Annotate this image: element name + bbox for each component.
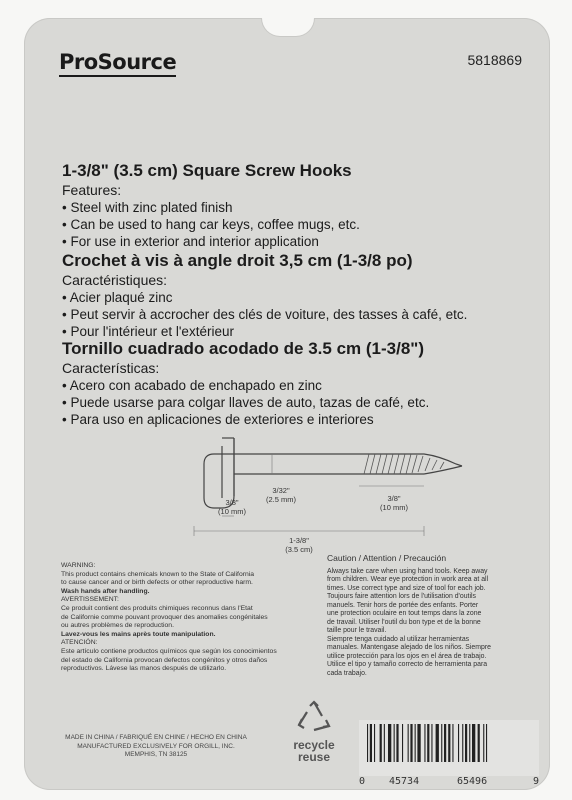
upc-barcode: 0 45734 65496 9 [359,720,539,776]
feature-item: • Peut servir à accrocher des clés de voiture, des tasses à café, etc. [62,307,468,322]
french-section [62,250,522,340]
barcode-bar [424,724,425,762]
barcode-bar [472,724,475,762]
caution-title: Caution / Attention / Precaución [327,553,447,563]
dim-length: 1-3/8" (3.5 cm) [285,536,313,554]
title-fr: Crochet à vis à angle droit 3,5 cm (1-3/8 po) [62,251,413,270]
barcode-bar [417,724,420,762]
recycle-icon [296,700,332,734]
feature-item: • Pour l'intérieur et l'extérieur [62,324,234,339]
barcode-bar [384,724,385,762]
feature-item: • Can be used to hang car keys, coffee mugs, etc. [62,217,360,232]
title-en: 1-3/8" (3.5 cm) Square Screw Hooks [62,161,352,180]
caution-text: Caution / Attention / Precaución Always take care when using hand tools. Keep away from children. Wear eye protection in work area at all times. Use correct type and size of tool for each job. Toujours faire attention lors de l'utilisation d'outils manuels. Tenir hors de portée des enfants. Porter une protection oculaire en tout temps dans la zone de travail. Utiliser l'outil du bon type et de la bonne taille pour le travail. Siempre tenga cuidado al utilizar herramientas manuales. Mantengase alejado de los niños. Siempre utilice protección para los ojos en el área de trabajo. Utilice el tipo y tamaño correcto de herramienta para cada trabajo. [327,554,537,678]
barcode-bar [408,724,409,762]
barcode-bars [365,724,533,762]
barcode-bar [486,724,487,762]
barcode-bar [452,724,453,762]
barcode-bar [388,724,391,762]
barcode-bar [415,724,416,762]
barcode-bar [465,724,467,762]
hang-hole [261,18,315,37]
sku-number: 5818869 [467,52,522,68]
barcode-bar [469,724,470,762]
dim-thread: 3/8" (10 mm) [380,494,408,512]
barcode-bar [441,724,442,762]
barcode-bar [448,724,450,762]
feature-item: • Acier plaqué zinc [62,290,173,305]
english-section [62,160,522,250]
made-in-text: MADE IN CHINA / FABRIQUÉ EN CHINE / HECHO EN CHINA MANUFACTURED EXCLUSIVELY FOR ORGILL, INC. MEMPHIS, TN 38125 [65,734,247,758]
screw-hook-drawing [174,426,494,566]
barcode-bar [462,724,463,762]
brand-logo: ProSource [59,50,176,77]
barcode-bar [483,724,484,762]
barcode-bar [402,724,403,762]
title-es: Tornillo cuadrado acodado de 3.5 cm (1-3/8") [62,339,424,358]
dim-gauge: 3/32" (2.5 mm) [266,486,296,504]
barcode-bar [410,724,412,762]
screw-hook-diagram [174,426,494,566]
barcode-bar [370,724,372,762]
feature-item: • Steel with zinc plated finish [62,200,233,215]
barcode-bar [427,724,429,762]
feature-item: • Puede usarse para colgar llaves de auto, tazas de café, etc. [62,395,430,410]
barcode-bar [380,724,382,762]
feature-item: • Acero con acabado de enchapado en zinc [62,378,322,393]
features-label-fr: Caractéristiques: [62,272,168,288]
product-card [24,18,550,790]
features-label-en: Features: [62,182,122,198]
barcode-bar [436,724,439,762]
feature-item: • Para uso en aplicaciones de exteriores e interiores [62,412,374,427]
barcode-bar [444,724,446,762]
features-label-es: Características: [62,360,160,376]
recycle-block: recycle reuse [274,700,354,763]
barcode-bar [478,724,480,762]
barcode-bar [374,724,375,762]
barcode-bar [367,724,368,762]
spanish-section [62,338,522,428]
dim-leg: 3/8" (10 mm) [218,498,246,516]
warning-text: WARNING: This product contains chemicals known to the State of California to cause cancer and or birth defects or other reproductive harm. Wash hands after handling. AVERTISSEMENT: Ce produit contient des produits chimiques reconnus dans l'Etat de Californie comme pouvant provoquer des anomalies congénitales ou autres problèmes de reproduction. Lavez-vous les mains après toute manipulation. ATENCIÓN: Este artículo contiene productos químicos que según los conocimientos del estado de California provocan defectos congénitos y otros daños reproductivos. Lávese las manos después de utilizarlo. [61,562,277,673]
barcode-bar [394,724,395,762]
barcode-bar [396,724,398,762]
feature-item: • For use in exterior and interior application [62,234,319,249]
barcode-bar [458,724,459,762]
barcode-bar [431,724,432,762]
